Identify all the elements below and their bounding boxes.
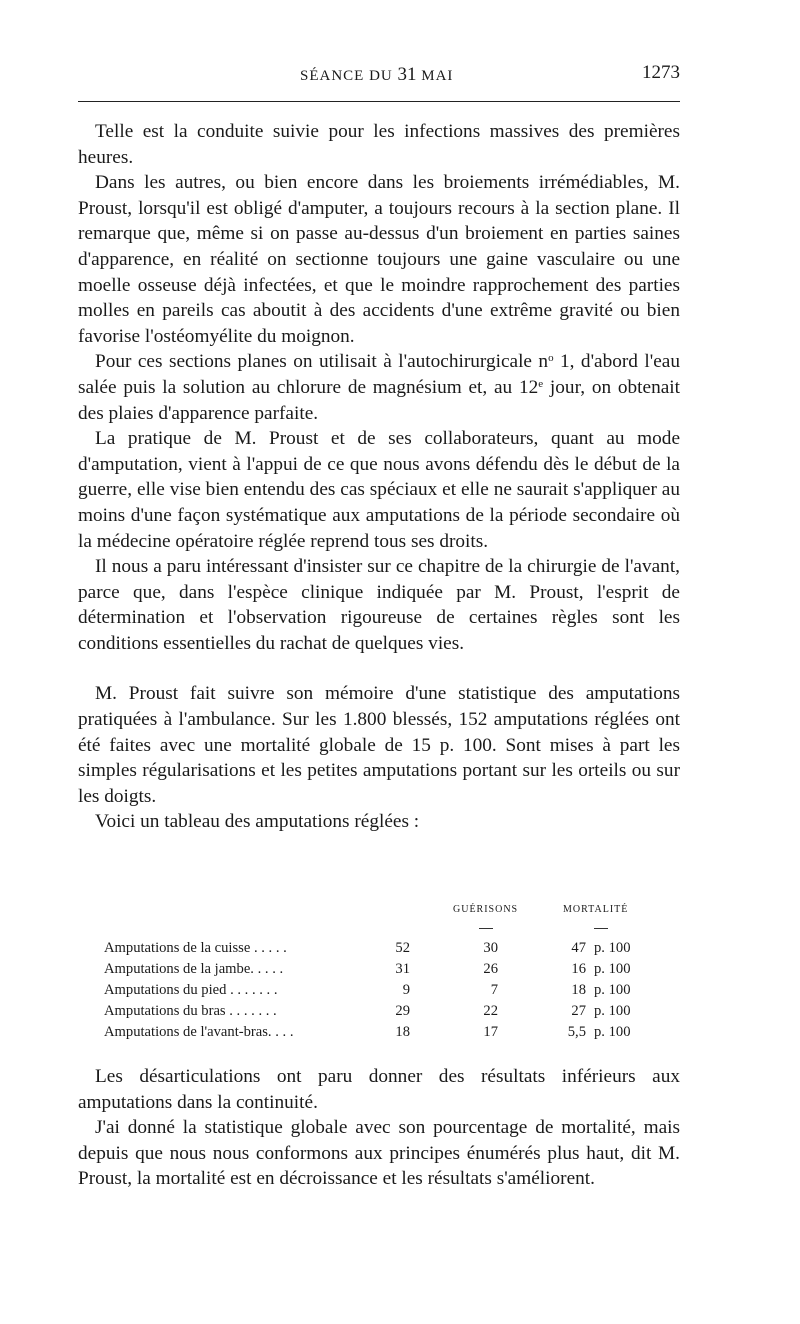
- paragraph-9: J'ai donné la statistique globale avec son pourcentage de mortalité, mais depuis que nous nous conformons aux principes énumérés plus haut, dit M. Proust, la mortalité est en décroissance et les résultats s'améliorent.: [78, 1117, 680, 1190]
- row-mortalite: 18: [571, 982, 586, 998]
- row-total: 18: [395, 1024, 410, 1040]
- row-guerisons: 17: [483, 1024, 498, 1040]
- column-dash-guerisons: [479, 928, 493, 929]
- paragraph-3-sup-2: e: [538, 377, 544, 390]
- paragraph-3-sup-1: o: [548, 352, 554, 365]
- row-guerisons: 22: [483, 1003, 498, 1019]
- header-rule: [78, 101, 680, 102]
- paragraph-8: Les désarticulations ont paru donner des résultats inférieurs aux amputations dans la continuité.: [78, 1066, 680, 1113]
- paragraph-3-a: Pour ces sections planes on utilisait à l'autochirurgicale n: [95, 351, 549, 373]
- row-unit: p. 100: [594, 982, 631, 998]
- paragraph-4: La pratique de M. Proust et de ses collaborateurs, quant au mode d'amputation, vient à l'appui de ce que nous avons défendu dès le début de la guerre, elle vise bien entendu des cas spéciaux et elle ne saurait s'appliquer au moins d'une façon systématique aux amputations de la période secondaire où la médecine opératoire réglée reprend tous ses droits.: [78, 428, 680, 552]
- header-title-suffix: MAI: [416, 68, 454, 84]
- paragraph-2: Dans les autres, ou bien encore dans les broiements irrémédiables, M. Proust, lorsqu'il est obligé d'amputer, a toujours recours à la section plane. Il remarque que, même si on passe au-dessus d'un broiement en parties saines d'apparence, en réalité on sectionne toujours une gaine vasculaire ou une moelle osseuse déjà infectées, et que le moindre rapprochement des parties molles en pareils cas aboutit à des accidents d'une extrême gravité ou bien favorise l'ostéomyélite du moignon.: [78, 172, 680, 347]
- row-label: Amputations de l'avant-bras. . . .: [104, 1024, 294, 1040]
- table-row: [78, 961, 680, 981]
- row-unit: p. 100: [594, 1003, 631, 1019]
- header-title: [300, 64, 453, 86]
- body-text-lower: [78, 1064, 680, 1192]
- row-mortalite: 5,5: [567, 1024, 586, 1040]
- row-label: Amputations du pied . . . . . . .: [104, 982, 278, 998]
- row-mortalite: 27: [571, 1003, 586, 1019]
- row-mortalite: 16: [571, 961, 586, 977]
- table-row: [78, 1024, 680, 1044]
- row-label: Amputations de la jambe. . . . .: [104, 961, 284, 977]
- row-total: 52: [395, 940, 410, 956]
- table-row: [78, 982, 680, 1002]
- row-label: Amputations de la cuisse . . . . .: [104, 940, 287, 956]
- paragraph-3-b: 1, d'abord l'eau salée puis la solution au chlorure de magnésium et, au 12: [78, 351, 680, 398]
- column-header-mortalite: MORTALITÉ: [563, 904, 629, 915]
- paragraph-6: M. Proust fait suivre son mémoire d'une statistique des amputations pratiquées à l'ambulance. Sur les 1.800 blessés, 152 amputations réglées ont été faites avec une mortalité globale de 15 p. 100. Sont mises à part les simples régularisations et les petites amputations portant sur les orteils ou sur les doigts.: [78, 683, 680, 807]
- row-unit: p. 100: [594, 961, 631, 977]
- row-total: 31: [395, 961, 410, 977]
- column-dash-mortalite: [594, 928, 608, 929]
- table-row: [78, 940, 680, 960]
- paragraph-5: Il nous a paru intéressant d'insister sur ce chapitre de la chirurgie de l'avant, parce que, dans l'espèce clinique indiquée par M. Proust, l'esprit de détermination et l'observation rigoureuse de certaines règles sont les conditions essentielles du rachat de quelques vies.: [78, 556, 680, 654]
- column-header-guerisons: GUÉRISONS: [453, 904, 519, 915]
- row-mortalite: 47: [571, 940, 586, 956]
- running-header: [78, 62, 680, 88]
- row-label: Amputations du bras . . . . . . .: [104, 1003, 277, 1019]
- table-row: [78, 1003, 680, 1023]
- paragraph-7: Voici un tableau des amputations réglées :: [95, 811, 420, 833]
- header-title-prefix: SÉANCE DU: [300, 68, 398, 84]
- row-unit: p. 100: [594, 940, 631, 956]
- body-text-upper: [78, 119, 680, 835]
- header-title-number: 31: [397, 64, 417, 85]
- paragraph-1: Telle est la conduite suivie pour les infections massives des premières heures.: [78, 121, 680, 168]
- row-total: 9: [402, 982, 410, 998]
- row-total: 29: [395, 1003, 410, 1019]
- page-number: 1273: [642, 62, 680, 83]
- paragraph-3-c: jour, on obtenait des plaies d'apparence parfaite.: [78, 376, 680, 424]
- row-guerisons: 30: [483, 940, 498, 956]
- paragraph-3: [78, 349, 680, 426]
- row-unit: p. 100: [594, 1024, 631, 1040]
- row-guerisons: 7: [490, 982, 498, 998]
- row-guerisons: 26: [483, 961, 498, 977]
